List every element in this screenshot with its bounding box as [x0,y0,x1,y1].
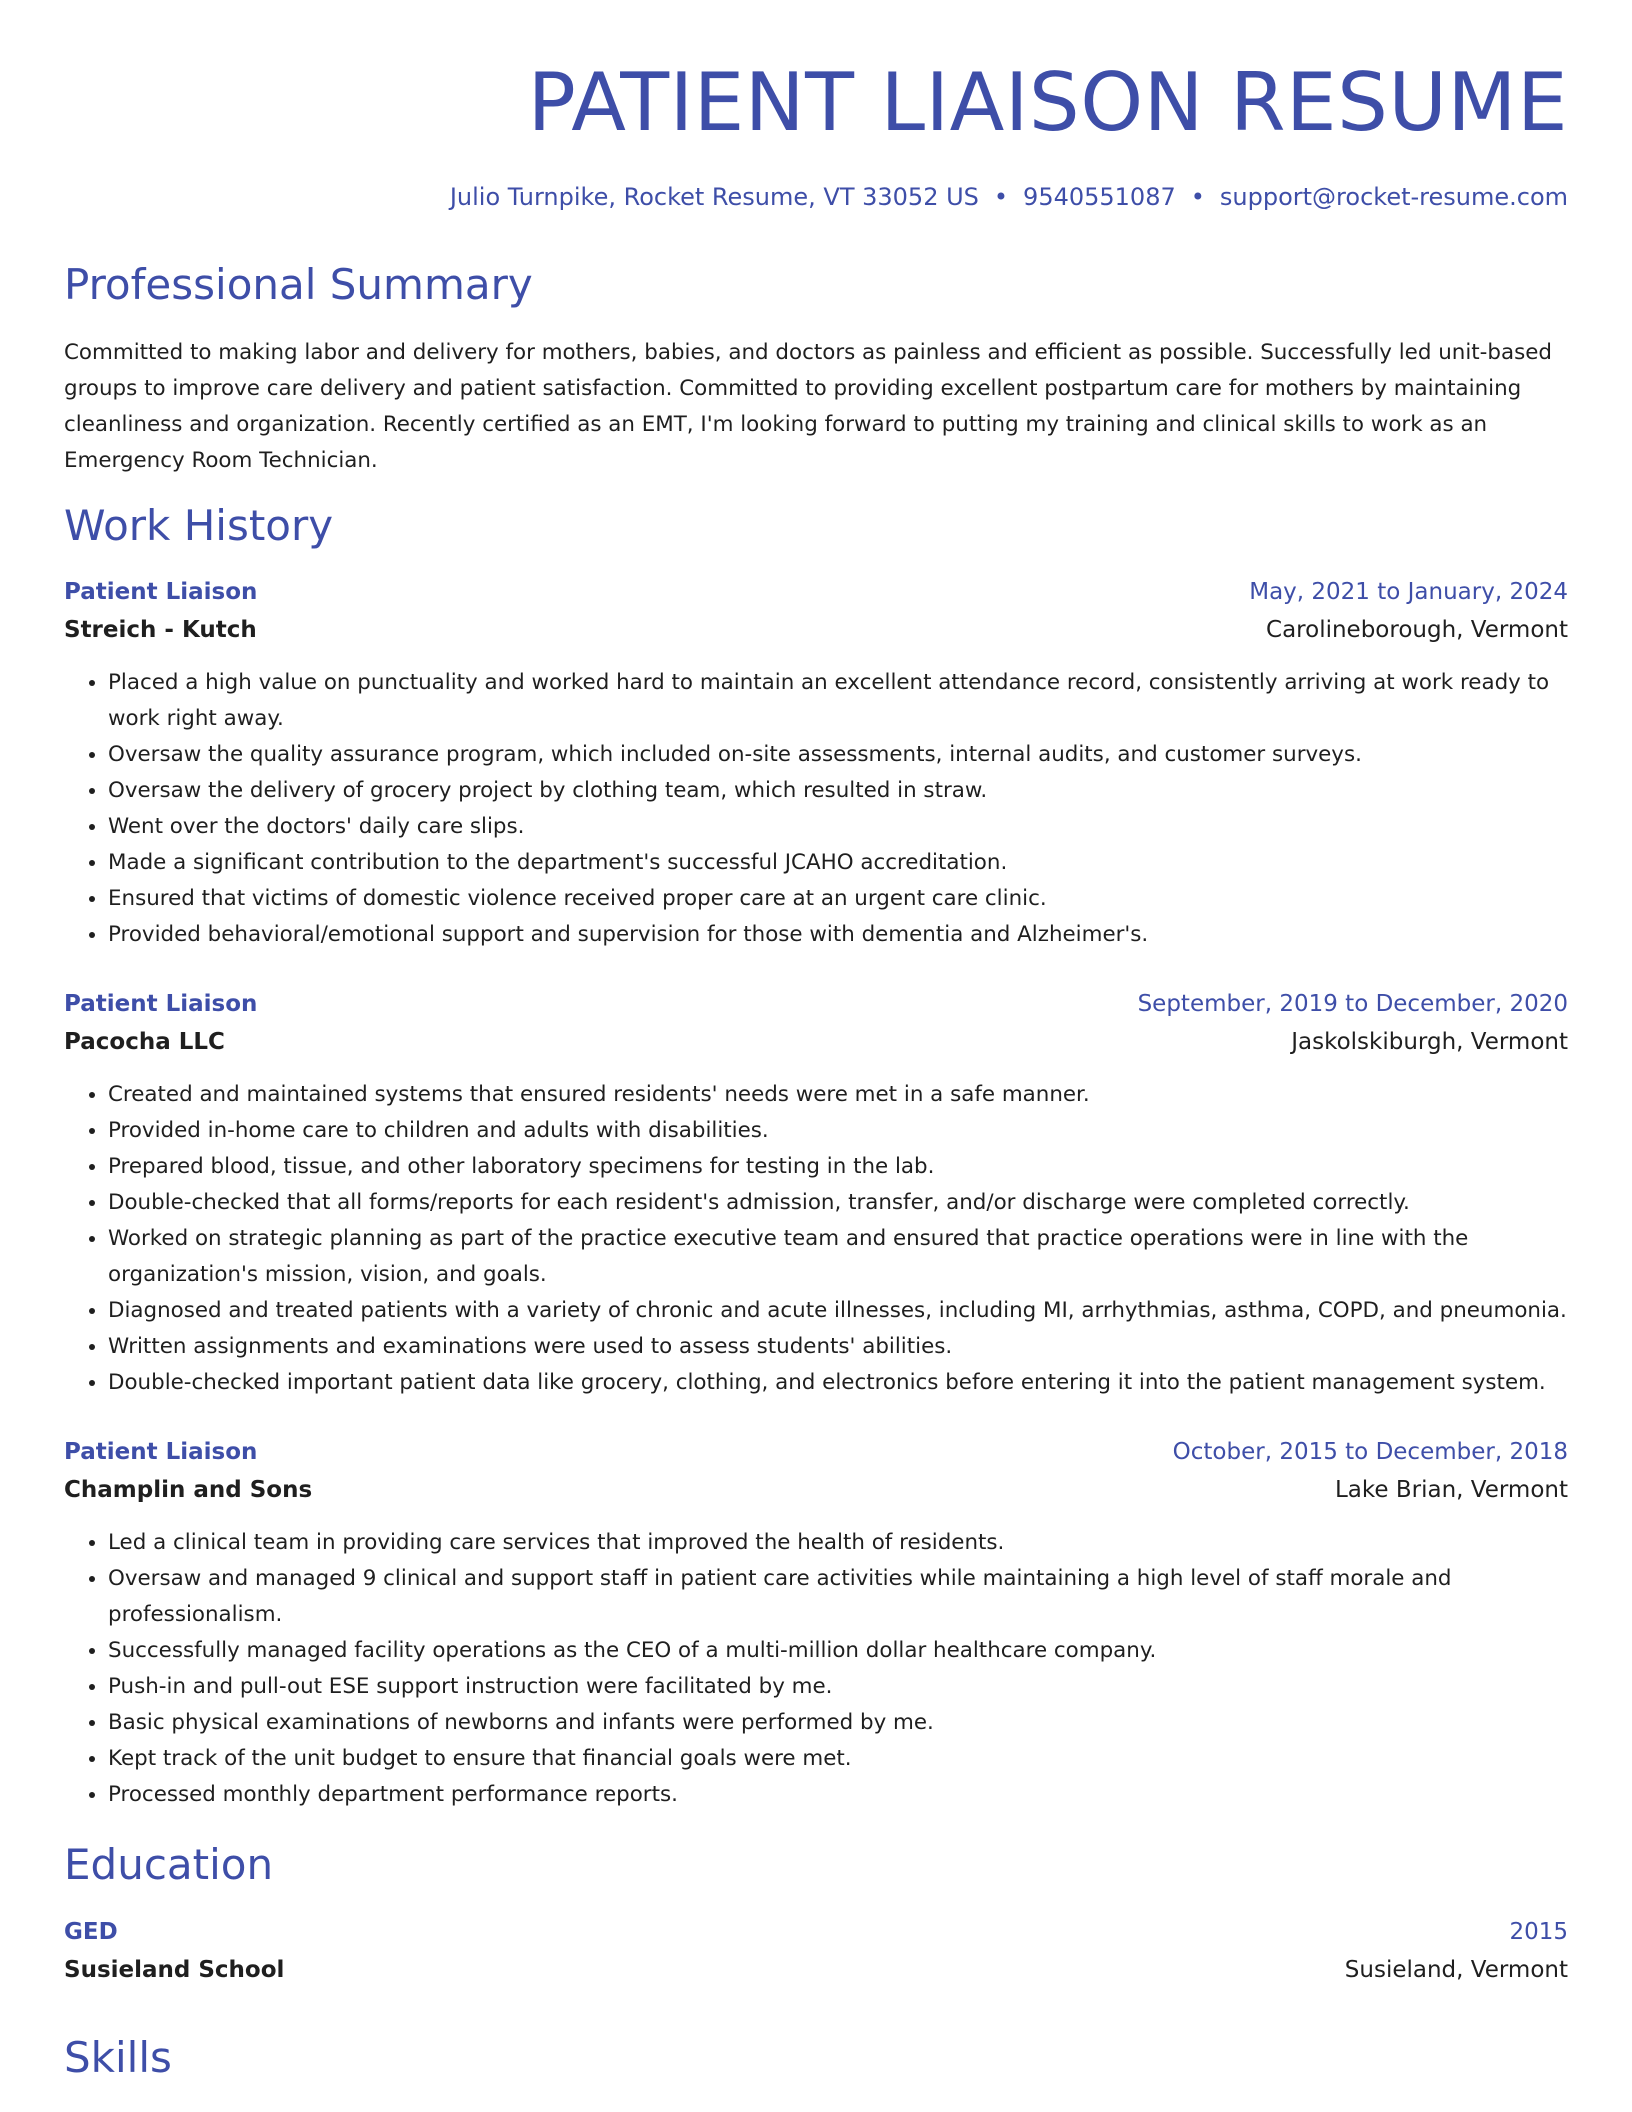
job-role: Patient Liaison [64,579,258,605]
job-header-row [64,985,1568,1023]
contact-phone: 9540551087 [1023,183,1176,211]
contact-separator: • [1190,183,1205,211]
job-bullet: • Oversaw the quality assurance program, which included on-site assessments, internal audits, and customer surveys. [108,737,1568,773]
education-year: 2015 [1509,1919,1568,1945]
job-dates: October, 2015 to December, 2018 [1172,1439,1568,1465]
resume-title: PATIENT LIAISON RESUME [527,56,1568,149]
job-bullet: • Went over the doctors' daily care slips. [108,809,1568,845]
job-bullet: • Diagnosed and treated patients with a variety of chronic and acute illnesses, including MI, arrhythmias, asthma, COPD, and pneumonia. [108,1293,1568,1329]
education-degree: GED [64,1919,118,1945]
work-history-heading: Work History [64,501,334,550]
education-location: Susieland, Vermont [1344,1957,1568,1983]
job-bullets [64,1525,1568,1813]
job-bullet: • Led a clinical team in providing care services that improved the health of residents. [108,1525,1568,1561]
contact-line [450,181,1568,213]
job-bullets [64,665,1568,953]
job-bullet: • Oversaw the delivery of grocery project by clothing team, which resulted in straw. [108,773,1568,809]
job-bullet: • Double-checked important patient data like grocery, clothing, and electronics before entering it into the patient management system. [108,1365,1568,1401]
job-company-row [64,1471,1568,1509]
job-dates: May, 2021 to January, 2024 [1249,579,1568,605]
job-bullet: • Processed monthly department performance reports. [108,1777,1568,1813]
job-entry [64,985,1568,1061]
job-bullet: • Kept track of the unit budget to ensure that financial goals were met. [108,1741,1568,1777]
job-location: Jaskolskiburgh, Vermont [1291,1029,1568,1055]
job-bullet: • Oversaw and managed 9 clinical and support staff in patient care activities while maintaining a high level of staff morale and professionalism. [108,1561,1568,1633]
job-bullet: • Prepared blood, tissue, and other laboratory specimens for testing in the lab. [108,1149,1568,1185]
job-bullet: • Created and maintained systems that ensured residents' needs were met in a safe manner. [108,1077,1568,1113]
job-location: Lake Brian, Vermont [1334,1477,1568,1503]
job-entry [64,1433,1568,1509]
job-company: Pacocha LLC [64,1029,225,1055]
job-bullet: • Successfully managed facility operations as the CEO of a multi-million dollar healthcare company. [108,1633,1568,1669]
job-bullet: • Basic physical examinations of newborns and infants were performed by me. [108,1705,1568,1741]
job-bullet: • Ensured that victims of domestic violence received proper care at an urgent care clinic. [108,881,1568,917]
job-bullet: • Provided behavioral/emotional support and supervision for those with dementia and Alzheimer's. [108,917,1568,953]
job-bullet: • Double-checked that all forms/reports for each resident's admission, transfer, and/or discharge were completed correctly. [108,1185,1568,1221]
education-school: Susieland School [64,1957,285,1983]
education-heading: Education [64,1840,274,1889]
job-company-row [64,611,1568,649]
summary-heading: Professional Summary [64,260,533,309]
skills-heading: Skills [64,2033,172,2082]
contact-email: support@rocket-resume.com [1219,183,1568,211]
job-bullet: • Provided in-home care to children and adults with disabilities. [108,1113,1568,1149]
education-header-row [64,1913,1568,1951]
job-dates: September, 2019 to December, 2020 [1137,991,1568,1017]
job-bullet: • Written assignments and examinations were used to assess students' abilities. [108,1329,1568,1365]
job-bullet: • Placed a high value on punctuality and worked hard to maintain an excellent attendance record, consistently arriving at work ready to work right away. [108,665,1568,737]
job-role: Patient Liaison [64,1439,258,1465]
job-bullet: • Made a significant contribution to the department's successful JCAHO accreditation. [108,845,1568,881]
job-bullets [64,1077,1568,1401]
job-location: Carolineborough, Vermont [1266,617,1568,643]
job-header-row [64,1433,1568,1471]
summary-text: Committed to making labor and delivery for mothers, babies, and doctors as painless and efficient as possible. Successfully led unit-based groups to improve care delivery and patient satisfaction. Committed to providing excellent postpartum care for mothers by maintaining cleanliness and organization. Recently certified as an EMT, I'm looking forward to putting my training and clinical skills to work as an Emergency Room Technician. [64,340,1552,473]
job-company: Streich - Kutch [64,617,257,643]
job-company: Champlin and Sons [64,1477,313,1503]
job-role: Patient Liaison [64,991,258,1017]
job-bullet: • Push-in and pull-out ESE support instruction were facilitated by me. [108,1669,1568,1705]
job-entry [64,573,1568,649]
contact-address: Julio Turnpike, Rocket Resume, VT 33052 US [449,183,979,211]
education-school-row [64,1951,1568,1989]
education-entry [64,1913,1568,1989]
contact-separator: • [993,183,1009,211]
job-bullet: • Worked on strategic planning as part of the practice executive team and ensured that practice operations were in line with the organization's mission, vision, and goals. [108,1221,1568,1293]
job-company-row [64,1023,1568,1061]
job-header-row [64,573,1568,611]
